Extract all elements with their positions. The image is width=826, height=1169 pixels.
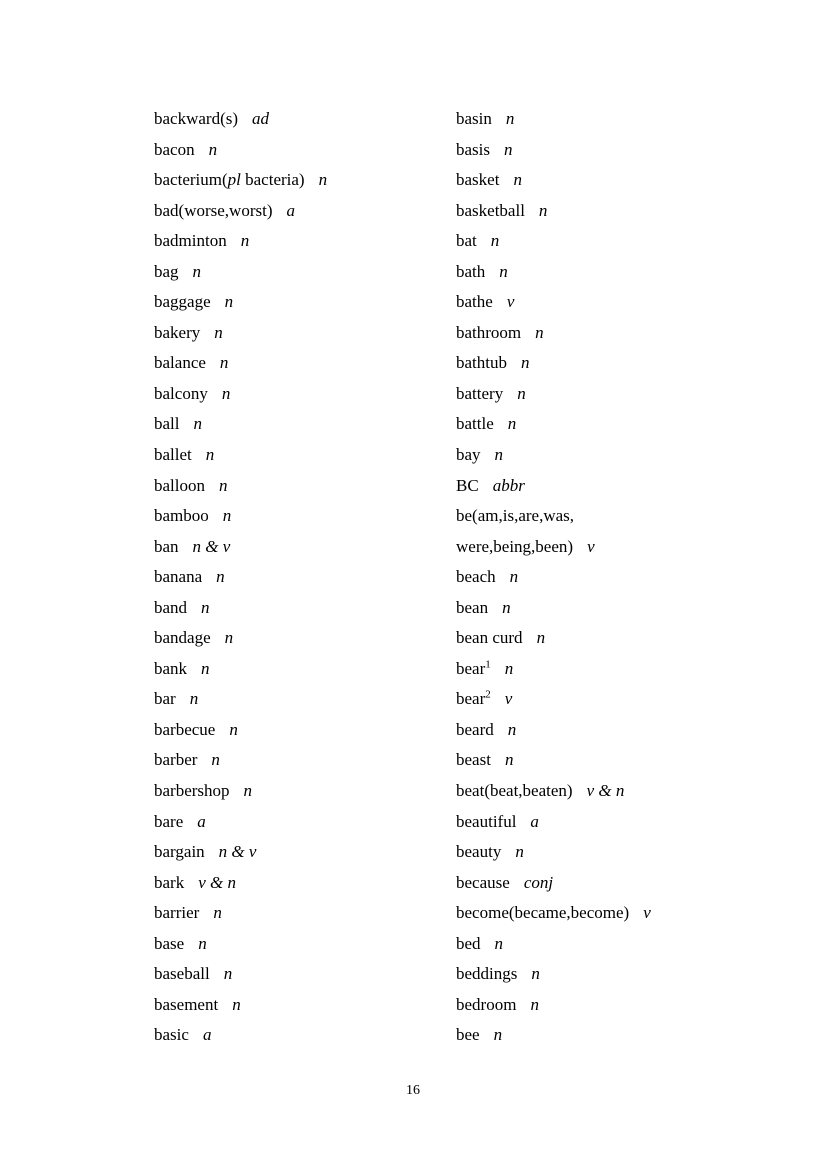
word-entry: [154, 776, 327, 807]
word-entry: [456, 318, 651, 349]
entry-word: because: [456, 872, 510, 892]
word-entry: [154, 1020, 327, 1051]
entry-pos-tag: ad: [252, 109, 270, 128]
entry-word: backward(s): [154, 109, 239, 128]
entry-pos-tag: n: [223, 964, 233, 984]
entry-word: become(became,become): [456, 903, 630, 923]
entry-pos-tag: n: [538, 200, 548, 220]
entry-word: beard: [456, 719, 494, 739]
word-entry: [456, 135, 651, 166]
entry-word: bay: [456, 445, 481, 465]
entry-pos-tag: n: [240, 231, 250, 251]
word-entry: [154, 745, 327, 776]
entry-pos-tag: v: [506, 292, 515, 312]
entry-word: barrier: [154, 903, 200, 923]
entry-pos-tag: n: [513, 170, 522, 190]
word-entry: [456, 471, 651, 502]
entry-pos-tag: n: [531, 964, 540, 984]
entry-word: bathtub: [456, 353, 507, 373]
word-entry: [154, 837, 327, 868]
entry-word: BC: [456, 475, 479, 495]
entry-pos-tag: v & n: [198, 872, 236, 892]
entry-pos-tag: a: [286, 200, 295, 220]
entry-pos-tag: v: [643, 903, 651, 923]
word-entry: [456, 379, 651, 410]
word-entry: [154, 104, 327, 135]
entry-word: base: [154, 933, 185, 953]
entry-word: basis: [456, 139, 490, 159]
entry-pos-tag: a: [197, 811, 206, 831]
entry-word: ballet: [154, 445, 192, 465]
entry-pos-tag: n: [504, 750, 514, 770]
entry-word: battle: [456, 414, 494, 434]
entry-word: banana: [154, 567, 203, 587]
entry-pos-tag: n & v: [192, 536, 231, 556]
entry-pos-tag: n: [213, 903, 222, 923]
word-entry: [456, 226, 651, 257]
entry-pos-tag: n: [222, 506, 232, 526]
entry-word: beast: [456, 750, 491, 770]
entry-pos-tag: n: [318, 170, 328, 190]
word-entry: [154, 868, 327, 899]
entry-word: basket: [456, 170, 500, 190]
entry-word: bathe: [456, 292, 493, 312]
entry-word: ban: [154, 536, 179, 556]
entry-pos-tag: v & n: [586, 781, 625, 801]
entry-pos-tag: n: [214, 322, 223, 342]
entry-pos-tag: n: [490, 231, 500, 251]
word-entry: [154, 501, 327, 532]
word-entry: [456, 104, 651, 135]
word-entry: [456, 348, 651, 379]
entry-pos-tag: n: [515, 842, 524, 862]
entry-pos-tag: n: [189, 689, 199, 709]
entry-pos-tag: conj: [523, 872, 554, 892]
entry-pos-tag: v: [504, 689, 513, 709]
word-entry: [456, 593, 651, 624]
entry-word: bakery: [154, 322, 201, 342]
word-entry: [456, 745, 651, 776]
word-entry: [456, 990, 651, 1021]
entry-word: bar: [154, 689, 176, 709]
entry-pos-tag: n: [243, 781, 253, 801]
word-entry: [456, 868, 651, 899]
entry-word: bear$^1$: [456, 658, 491, 678]
word-entry: [154, 318, 327, 349]
entry-word: battery: [456, 383, 504, 403]
entry-word: basketball: [456, 200, 525, 220]
entry-word: bark: [154, 872, 185, 892]
entry-pos-tag: n: [507, 414, 517, 434]
word-entry: [154, 532, 327, 563]
word-entry: [154, 287, 327, 318]
word-list-column-left: [154, 104, 327, 1051]
word-entry: [456, 409, 651, 440]
word-entry: [154, 165, 327, 196]
entry-pos-tag: n: [517, 383, 526, 403]
word-entry: [456, 898, 651, 929]
entry-word: bat: [456, 231, 477, 251]
word-entry: [456, 959, 651, 990]
entry-pos-tag: n: [198, 933, 207, 953]
entry-word: bath: [456, 261, 486, 281]
page-number: 16: [406, 1083, 420, 1098]
entry-word: bandage: [154, 628, 211, 648]
entry-word: bathroom: [456, 322, 522, 342]
entry-word: bee: [456, 1025, 480, 1045]
entry-word: bean curd: [456, 628, 523, 648]
word-entry: [456, 532, 651, 563]
word-entry: [456, 1020, 651, 1051]
entry-pos-tag: n: [509, 567, 519, 587]
word-entry: [456, 287, 651, 318]
entry-pos-tag: n: [530, 994, 539, 1014]
word-entry: [456, 165, 651, 196]
word-entry: [154, 409, 327, 440]
entry-pos-tag: n: [232, 994, 241, 1014]
entry-word: bed: [456, 933, 481, 953]
word-entry: [456, 257, 651, 288]
entry-word: basic: [154, 1025, 189, 1045]
entry-word: bad(worse,worst): [154, 200, 273, 220]
entry-pos-tag: n: [224, 628, 234, 648]
word-entry: [154, 807, 327, 838]
word-entry: [154, 715, 327, 746]
word-entry: [154, 959, 327, 990]
entry-pos-tag: a: [202, 1025, 212, 1045]
entry-pos-tag: v: [587, 536, 595, 556]
entry-word: bean: [456, 597, 489, 617]
word-entry: [154, 135, 327, 166]
entry-word: bacterium(pl bacteria): [154, 170, 305, 190]
entry-pos-tag: n: [205, 445, 215, 465]
word-entry: [456, 623, 651, 654]
entry-pos-tag: n: [216, 567, 225, 587]
entry-pos-tag: n: [211, 750, 220, 770]
entry-word: barber: [154, 750, 198, 770]
entry-word: balloon: [154, 475, 205, 495]
word-entry: [456, 684, 651, 715]
entry-pos-tag: n: [494, 445, 504, 465]
word-entry: [154, 593, 327, 624]
word-entry: [154, 990, 327, 1021]
entry-pos-tag: n: [224, 292, 234, 312]
entry-pos-tag: n: [201, 658, 210, 678]
entry-word: bamboo: [154, 506, 209, 526]
entry-pos-tag: a: [530, 811, 539, 831]
word-entry: [456, 715, 651, 746]
entry-pos-tag: n: [201, 597, 210, 617]
entry-pos-tag: n: [208, 139, 218, 159]
entry-pos-tag: n: [504, 139, 513, 159]
word-entry: [154, 929, 327, 960]
word-list-column-right: [456, 104, 651, 1051]
word-entry: [154, 471, 327, 502]
entry-word: ball: [154, 414, 180, 434]
entry-pos-tag: n: [494, 933, 504, 953]
word-entry: [456, 440, 651, 471]
word-entry: [456, 562, 651, 593]
word-entry: [456, 776, 651, 807]
word-entry: [154, 684, 327, 715]
entry-pos-tag: n: [535, 322, 544, 342]
word-entry: [154, 257, 327, 288]
entry-pos-tag: n: [219, 475, 228, 495]
word-entry: [154, 562, 327, 593]
entry-word: bank: [154, 658, 188, 678]
entry-pos-tag: n: [507, 719, 517, 739]
word-entry: [154, 196, 327, 227]
entry-word: balance: [154, 353, 206, 373]
entry-word: bag: [154, 261, 179, 281]
entry-pos-tag: n: [521, 353, 530, 373]
entry-word: basin: [456, 109, 492, 128]
entry-word: beat(beat,beaten): [456, 781, 573, 801]
entry-pos-tag: n: [193, 414, 202, 434]
entry-pos-tag: n: [502, 597, 511, 617]
entry-word: bare: [154, 811, 184, 831]
entry-word: be(am,is,are,was,: [456, 506, 575, 526]
entry-word: barbershop: [154, 781, 230, 801]
entry-pos-tag: n: [493, 1025, 503, 1045]
entry-pos-tag: n: [499, 261, 508, 281]
entry-word: beauty: [456, 842, 502, 862]
entry-pos-tag: n: [536, 628, 546, 648]
word-entry: [154, 898, 327, 929]
entry-pos-tag: n: [192, 261, 202, 281]
word-entry: [456, 196, 651, 227]
word-entry: [456, 654, 651, 685]
word-entry: [456, 929, 651, 960]
entry-pos-tag: n: [505, 109, 515, 128]
word-entry: [154, 379, 327, 410]
entry-pos-tag: n & v: [218, 842, 257, 862]
word-entry: [154, 226, 327, 257]
entry-word: band: [154, 597, 188, 617]
word-entry: [154, 654, 327, 685]
entry-word: balcony: [154, 383, 208, 403]
entry-word: were,being,been): [456, 536, 574, 556]
entry-pos-tag: n: [219, 353, 229, 373]
entry-word: baseball: [154, 964, 210, 984]
word-entry: [456, 837, 651, 868]
entry-word: baggage: [154, 292, 211, 312]
entry-word: basement: [154, 994, 219, 1014]
entry-pos-tag: n: [504, 658, 514, 678]
entry-word: beach: [456, 567, 496, 587]
entry-word: beddings: [456, 964, 518, 984]
entry-pos-tag: n: [229, 719, 238, 739]
word-entry: [154, 348, 327, 379]
entry-word: bedroom: [456, 994, 517, 1014]
word-entry: [456, 501, 651, 532]
entry-word: bear$^2$: [456, 688, 491, 709]
entry-word: beautiful: [456, 811, 517, 831]
word-entry: [154, 623, 327, 654]
word-entry: [154, 440, 327, 471]
entry-word: bacon: [154, 139, 195, 159]
word-entry: [456, 807, 651, 838]
entry-word: barbecue: [154, 719, 216, 739]
entry-pos-tag: abbr: [492, 475, 525, 495]
entry-word: badminton: [154, 231, 227, 251]
entry-word: bargain: [154, 842, 205, 862]
entry-pos-tag: n: [221, 383, 231, 403]
